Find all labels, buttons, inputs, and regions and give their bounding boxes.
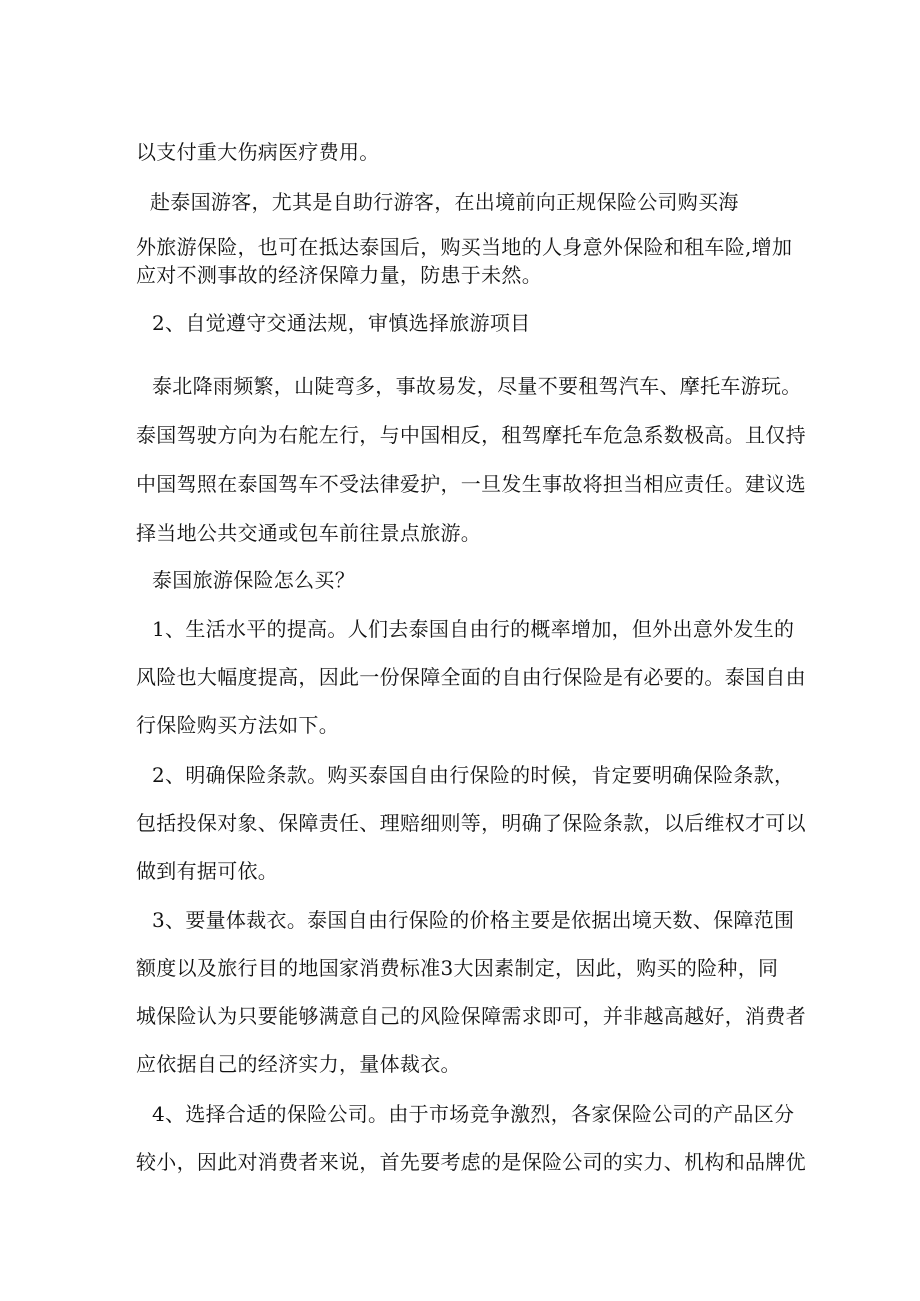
text-line-1: 以支付重大伤病医疗费用。 <box>136 140 380 164</box>
text-line-9: 择当地公共交通或包车前往景点旅游。 <box>136 521 482 545</box>
text-line-8: 中国驾照在泰国驾车不受法律爱护，一旦发生事故将担当相应责任。建议选 <box>136 472 806 496</box>
text-line-14: 2、明确保险条款。购买泰国自由行保险的时候，肯定要明确保险条款， <box>152 763 795 787</box>
text-line-18: 额度以及旅行目的地国家消费标准3大因素制定，因此，购买的险种，同 <box>136 956 779 980</box>
text-line-13: 行保险购买方法如下。 <box>136 713 339 737</box>
text-line-20: 应依据自己的经济实力，量体裁衣。 <box>136 1052 461 1076</box>
text-line-12: 风险也大幅度提高，因此一份保障全面的自由行保险是有必要的。泰国自由 <box>136 665 806 689</box>
text-line-16: 做到有据可依。 <box>136 859 279 883</box>
text-line-4: 应对不测事故的经济保障力量，防患于未然。 <box>136 263 542 287</box>
text-line-22: 较小，因此对消费者来说，首先要考虑的是保险公司的实力、机构和品牌优 <box>136 1150 806 1174</box>
section-heading-how-to-buy: 泰国旅游保险怎么买？ <box>152 568 355 592</box>
section-heading-traffic: 2、自觉遵守交通法规，审慎选择旅游项目 <box>152 311 531 335</box>
text-line-15: 包括投保对象、保障责任、理赔细则等，明确了保险条款，以后维权才可以 <box>136 811 806 835</box>
text-line-17: 3、要量体裁衣。泰国自由行保险的价格主要是依据出境天数、保障范围 <box>152 908 795 932</box>
text-line-6: 泰北降雨频繁，山陡弯多，事故易发，尽量不要租驾汽车、摩托车游玩。 <box>152 374 802 398</box>
text-line-7: 泰国驾驶方向为右舵左行，与中国相反，租驾摩托车危急系数极高。且仅持 <box>136 423 806 447</box>
text-line-19: 城保险认为只要能够满意自己的风险保障需求即可，并非越高越好，消费者 <box>136 1004 806 1028</box>
text-line-21: 4、选择合适的保险公司。由于市场竞争激烈，各家保险公司的产品区分 <box>152 1102 795 1126</box>
text-line-3: 外旅游保险，也可在抵达泰国后，购买当地的人身意外保险和租车险,增加 <box>136 235 793 259</box>
text-line-11: 1、生活水平的提高。人们去泰国自由行的概率增加，但外出意外发生的 <box>152 617 795 641</box>
text-line-2: 赴泰国游客，尤其是自助行游客，在出境前向正规保险公司购买海 <box>150 190 739 214</box>
